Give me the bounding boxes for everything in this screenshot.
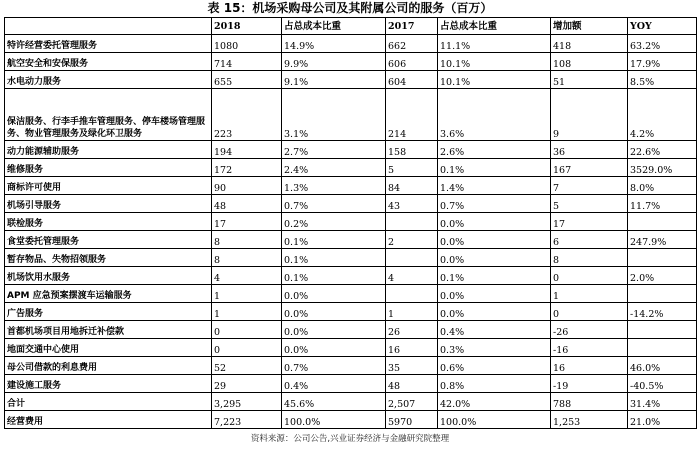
table-cell: 0.3% [438, 339, 551, 357]
table-cell: 36 [551, 141, 628, 159]
table-cell: 606 [386, 53, 438, 71]
table-cell: 0.0% [438, 303, 551, 321]
table-row [5, 213, 697, 231]
header-row [5, 18, 697, 35]
header-cell: 占总成本比重 [282, 18, 386, 35]
table-cell: 35 [386, 357, 438, 375]
row-label: 机场饮用水服务 [5, 267, 212, 285]
table-cell: 7 [551, 177, 628, 195]
table-cell: 714 [212, 53, 282, 71]
table-cell: 194 [212, 141, 282, 159]
table-cell: 0 [212, 339, 282, 357]
header-cell: YOY [628, 18, 697, 35]
table-cell: 0.7% [282, 357, 386, 375]
table-cell: 6 [551, 231, 628, 249]
table-cell: 100.0% [282, 411, 386, 429]
row-label: 航空安全和安保服务 [5, 53, 212, 71]
table-cell [628, 339, 697, 357]
table-cell: 16 [386, 339, 438, 357]
table-cell [386, 213, 438, 231]
table-cell: 0.0% [282, 285, 386, 303]
table-cell: 3,295 [212, 393, 282, 411]
table-cell: 0.7% [438, 195, 551, 213]
table-cell: 172 [212, 159, 282, 177]
row-label: 保洁服务、行李手推车管理服务、停车楼场管理服务、物业管理服务及绿化环卫服务 [5, 89, 212, 141]
row-label: 广告服务 [5, 303, 212, 321]
table-cell: 17.9% [628, 53, 697, 71]
row-label: 动力能源辅助服务 [5, 141, 212, 159]
table-cell: 9.9% [282, 53, 386, 71]
table-cell: 158 [386, 141, 438, 159]
row-label: 地面交通中心使用 [5, 339, 212, 357]
table-cell: 22.6% [628, 141, 697, 159]
table-cell: 48 [386, 375, 438, 393]
table-cell: 1 [551, 285, 628, 303]
table-cell: 5970 [386, 411, 438, 429]
table-cell: 11.1% [438, 35, 551, 53]
table-row [5, 159, 697, 177]
table-cell: 3.6% [438, 89, 551, 141]
header-cell: 占总成本比重 [438, 18, 551, 35]
table-cell: 0.8% [438, 375, 551, 393]
table-cell: 655 [212, 71, 282, 89]
row-label: 暂存物品、失物招领服务 [5, 249, 212, 267]
row-label: 母公司借款的利息费用 [5, 357, 212, 375]
table-cell: 46.0% [628, 357, 697, 375]
table-cell: 0.1% [282, 267, 386, 285]
table-cell: 418 [551, 35, 628, 53]
table-cell: 31.4% [628, 393, 697, 411]
table-cell: 16 [551, 357, 628, 375]
table-cell: 788 [551, 393, 628, 411]
table-cell: 0.2% [282, 213, 386, 231]
table-cell: 8 [551, 249, 628, 267]
table-cell: 8.5% [628, 71, 697, 89]
table-row [5, 89, 697, 141]
table-row [5, 375, 697, 393]
table-cell: 2 [386, 231, 438, 249]
table-cell: 108 [551, 53, 628, 71]
table-cell: 0 [551, 303, 628, 321]
table-row [5, 35, 697, 53]
header-cell: 2017 [386, 18, 438, 35]
table-cell: 1,253 [551, 411, 628, 429]
table-cell: 0.0% [438, 249, 551, 267]
table-cell: 247.9% [628, 231, 697, 249]
table-cell: 11.7% [628, 195, 697, 213]
table-cell: 45.6% [282, 393, 386, 411]
table-row [5, 321, 697, 339]
table-cell: 0.1% [438, 267, 551, 285]
table-row [5, 303, 697, 321]
table-cell: 26 [386, 321, 438, 339]
table-cell [386, 285, 438, 303]
row-label: 商标许可使用 [5, 177, 212, 195]
table-cell: 5 [551, 195, 628, 213]
table-cell: -40.5% [628, 375, 697, 393]
table-cell: 2.0% [628, 267, 697, 285]
table-cell: 0.1% [438, 159, 551, 177]
table-cell: 9 [551, 89, 628, 141]
table-cell: 0.0% [438, 231, 551, 249]
table-cell: 43 [386, 195, 438, 213]
table-cell: 51 [551, 71, 628, 89]
table-cell: 167 [551, 159, 628, 177]
table-cell: 52 [212, 357, 282, 375]
table-row [5, 177, 697, 195]
row-label: 联检服务 [5, 213, 212, 231]
header-cell [5, 18, 212, 35]
row-label: 经营费用 [5, 411, 212, 429]
row-label: 维修服务 [5, 159, 212, 177]
table-cell: 21.0% [628, 411, 697, 429]
table-cell: 0.7% [282, 195, 386, 213]
table-title: 表 15：机场采购母公司及其附属公司的服务（百万） [207, 1, 493, 15]
table-row [5, 141, 697, 159]
row-label: 首都机场项目用地拆迁补偿款 [5, 321, 212, 339]
table-cell: 0.6% [438, 357, 551, 375]
table-cell: 10.1% [438, 53, 551, 71]
table-cell: 1.3% [282, 177, 386, 195]
table-row [5, 53, 697, 71]
table-cell: 3529.0% [628, 159, 697, 177]
table-cell: 0.0% [438, 285, 551, 303]
table-cell: 3.1% [282, 89, 386, 141]
table-cell: 90 [212, 177, 282, 195]
table-cell: 4.2% [628, 89, 697, 141]
source-note: 资料来源：公司公告,兴业证券经济与金融研究院整理 [250, 434, 450, 444]
table-row [5, 411, 697, 429]
table-cell: 5 [386, 159, 438, 177]
table-cell: 29 [212, 375, 282, 393]
table-cell: 100.0% [438, 411, 551, 429]
table-cell: 0.4% [282, 375, 386, 393]
table-row [5, 285, 697, 303]
row-label: 特许经营委托管理服务 [5, 35, 212, 53]
table-cell: 0 [551, 267, 628, 285]
table-cell: 84 [386, 177, 438, 195]
table-cell: 0.4% [438, 321, 551, 339]
table-cell: 17 [551, 213, 628, 231]
table-row [5, 195, 697, 213]
table-cell [628, 285, 697, 303]
table-cell: 0.1% [282, 231, 386, 249]
table-cell: -26 [551, 321, 628, 339]
table-cell: 0.0% [282, 339, 386, 357]
table-cell: 1 [386, 303, 438, 321]
header-cell: 增加额 [551, 18, 628, 35]
table-cell: 662 [386, 35, 438, 53]
table-cell: 214 [386, 89, 438, 141]
table-cell: 42.0% [438, 393, 551, 411]
table-cell: 9.1% [282, 71, 386, 89]
table-row [5, 267, 697, 285]
services-table [4, 17, 697, 429]
table-cell: 0.0% [282, 303, 386, 321]
table-cell: 2.6% [438, 141, 551, 159]
row-label: 食堂委托管理服务 [5, 231, 212, 249]
table-cell: 1.4% [438, 177, 551, 195]
table-cell: 8 [212, 249, 282, 267]
table-cell: 1080 [212, 35, 282, 53]
table-cell: -14.2% [628, 303, 697, 321]
table-row [5, 71, 697, 89]
table-cell: 0.1% [282, 249, 386, 267]
table-row [5, 393, 697, 411]
table-cell: 4 [212, 267, 282, 285]
table-row [5, 249, 697, 267]
row-label: 水电动力服务 [5, 71, 212, 89]
table-cell: 0 [212, 321, 282, 339]
row-label: 合计 [5, 393, 212, 411]
table-cell: 1 [212, 303, 282, 321]
table-row [5, 339, 697, 357]
table-cell: 63.2% [628, 35, 697, 53]
table-cell [628, 249, 697, 267]
table-cell: 7,223 [212, 411, 282, 429]
table-cell: 2.4% [282, 159, 386, 177]
table-cell: -16 [551, 339, 628, 357]
table-cell: 2,507 [386, 393, 438, 411]
header-cell: 2018 [212, 18, 282, 35]
table-cell: 223 [212, 89, 282, 141]
table-cell [386, 249, 438, 267]
row-label: 建设施工服务 [5, 375, 212, 393]
table-cell [628, 321, 697, 339]
table-cell: 8 [212, 231, 282, 249]
row-label: APM 应急预案摆渡车运输服务 [5, 285, 212, 303]
table-cell: -19 [551, 375, 628, 393]
table-cell: 0.0% [282, 321, 386, 339]
table-cell: 48 [212, 195, 282, 213]
table-cell: 14.9% [282, 35, 386, 53]
table-cell: 604 [386, 71, 438, 89]
table-cell: 4 [386, 267, 438, 285]
table-cell [628, 213, 697, 231]
table-cell: 10.1% [438, 71, 551, 89]
table-cell: 1 [212, 285, 282, 303]
table-cell: 0.0% [438, 213, 551, 231]
table-cell: 2.7% [282, 141, 386, 159]
table-cell: 17 [212, 213, 282, 231]
table-row [5, 231, 697, 249]
table-cell: 8.0% [628, 177, 697, 195]
table-row [5, 357, 697, 375]
row-label: 机场引导服务 [5, 195, 212, 213]
